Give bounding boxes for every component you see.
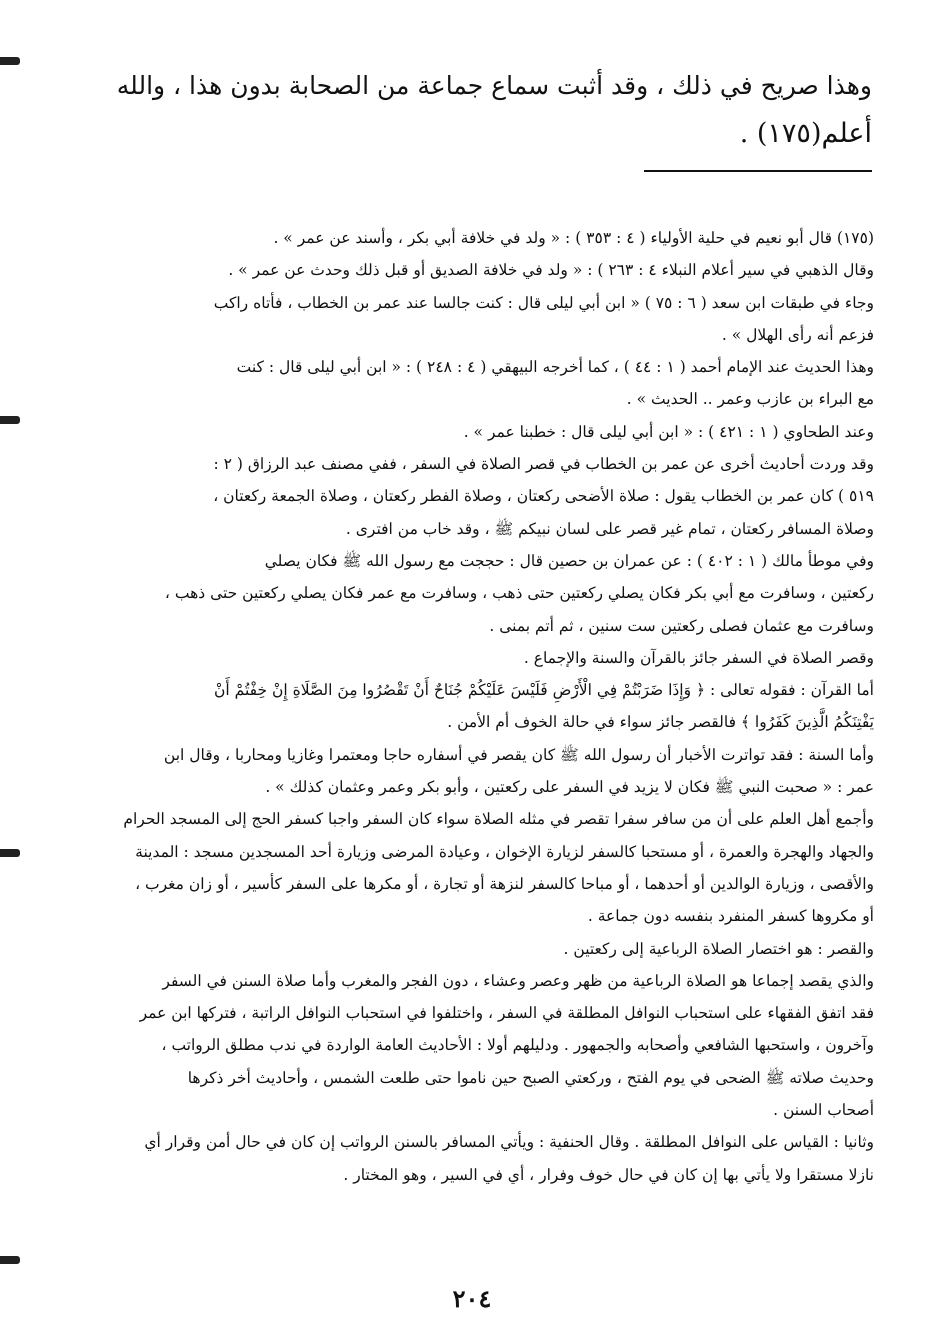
footnote-line: فقد اتفق الفقهاء على استحباب النوافل المطلقة في السفر ، واختلفوا في استحباب النوافل الراتبة ، فتركها ابن عمر (139, 1004, 874, 1023)
binding-mark (0, 1256, 20, 1264)
footnote-line: وقال الذهبي في سير أعلام النبلاء ٤ : ٢٦٣ ) : « ولد في خلافة الصديق أو قبل ذلك وحدث عن عمر » . (228, 261, 874, 280)
page-number: ٢٠٤ (452, 1284, 492, 1313)
footnote-line: ركعتين ، وسافرت مع أبي بكر فكان يصلي ركعتين حتى ذهب ، وسافرت مع عمر فكان يصلي ركعتين حتى ذهب ، (164, 584, 874, 603)
footnote-line: وصلاة المسافر ركعتان ، تمام غير قصر على لسان نبيكم ﷺ ، وقد خاب من افترى . (345, 519, 874, 538)
footnote-line: والذي يقصد إجماعا هو الصلاة الرباعية من ظهر وعصر وعشاء ، دون الفجر والمغرب وأما صلاة السنن في السفر (162, 971, 874, 990)
footnote-line: وحديث صلاته ﷺ الضحى في يوم الفتح ، وركعتي الصبح حين ناموا حتى طلعت الشمس ، وأحاديث أخر ذكرها (187, 1068, 874, 1087)
footnote-line: مع البراء بن عازب وعمر .. الحديث » . (626, 390, 874, 409)
footnote-line: وآخرون ، واستحبها الشافعي وأصحابه والجمهور . ودليلهم أولا : الأحاديث العامة الواردة في ندب مطلق الرواتب ، (161, 1036, 874, 1055)
footnote-line: والجهاد والهجرة والعمرة ، أو مستحبا كالسفر لزيارة الإخوان ، وعيادة المرضى وزيارة أحد المسجدين مسجد : المدينة (135, 842, 874, 861)
footnote-line: أو مكروها كسفر المنفرد بنفسه دون جماعة . (587, 907, 874, 926)
footnotes (112, 222, 874, 1191)
binding-mark (0, 416, 20, 424)
footnote-line: عمر : « صحبت النبي ﷺ فكان لا يزيد في السفر على ركعتين ، وأبو بكر وعمر وعثمان كذلك » . (265, 778, 874, 797)
footnote-line: ٥١٩ ) كان عمر بن الخطاب يقول : صلاة الأضحى ركعتان ، وصلاة الفطر ركعتان ، وصلاة الجمعة ركعتان ، (213, 487, 874, 506)
binding-mark (0, 849, 20, 857)
footnote-line: أصحاب السنن . (773, 1101, 874, 1120)
footnote-line: وأجمع أهل العلم على أن من سافر سفرا تقصر في مثله الصلاة سواء كان السفر واجبا كسفر الحج إلى المسجد الحرام (123, 810, 874, 829)
footnote-line: وأما السنة : فقد تواترت الأخبار أن رسول الله ﷺ كان يقصر في أسفاره حاجا ومعتمرا وغازيا ومحاربا ، وقال ابن (163, 745, 874, 764)
footnote-line: وفي موطأ مالك ( ١ : ٤٠٢ ) : عن عمران بن حصين قال : حججت مع رسول الله ﷺ فكان يصلي (264, 551, 874, 570)
footnote-line: وثانيا : القياس على النوافل المطلقة . وقال الحنفية : ويأتي المسافر بالسنن الرواتب إن كان في حال أمن وقرار أي (144, 1133, 874, 1152)
footnote-line: فزعم أنه رأى الهلال » . (721, 325, 874, 344)
footnote-separator (644, 170, 872, 172)
main-text (110, 62, 872, 158)
footnote-line: يَفْتِنَكُمُ الَّذِينَ كَفَرُوا ﴾ فالقصر جائز سواء في حالة الخوف أم الأمن . (447, 713, 874, 732)
main-text-line: وهذا صريح في ذلك ، وقد أثبت سماع جماعة من الصحابة بدون هذا ، والله (116, 71, 872, 100)
footnote-line: وقصر الصلاة في السفر جائز بالقرآن والسنة والإجماع . (523, 648, 874, 667)
footnote-line: وقد وردت أحاديث أخرى عن عمر بن الخطاب في قصر الصلاة في السفر ، ففي مصنف عبد الرزاق ( ٢ : (213, 455, 874, 474)
footnote-line: والقصر : هو اختصار الصلاة الرباعية إلى ركعتين . (563, 939, 874, 958)
main-text-line: أعلم(١٧٥) . (739, 118, 872, 149)
footnote-line: وهذا الحديث عند الإمام أحمد ( ١ : ٤٤ ) ، كما أخرجه البيهقي ( ٤ : ٢٤٨ ) : « ابن أبي ليلى قال : كنت (236, 358, 874, 377)
binding-mark (0, 57, 20, 65)
footnote-line: أما القرآن : فقوله تعالى : ﴿ وَإِذَا ضَرَبْتُمْ فِي الْأَرْضِ فَلَيْسَ عَلَيْكُمْ جُنَاحٌ أَنْ تَقْصُرُوا مِنَ الصَّلَاةِ إِنْ خِفْتُمْ أَنْ (214, 681, 874, 700)
footnote-line: والأقصى ، وزيارة الوالدين أو أحدهما ، أو مباحا كالسفر لنزهة أو تجارة ، أو مكرها على السفر كأسير ، أو زان مغرب ، (135, 874, 874, 893)
footnote-line: وعند الطحاوي ( ١ : ٤٢١ ) : « ابن أبي ليلى قال : خطبنا عمر » . (463, 422, 874, 441)
footnote-line: نازلا مستقرا ولا يأتي بها إن كان في حال خوف وفرار ، أي في السير ، وهو المختار . (343, 1165, 874, 1184)
footnote-line: وجاء في طبقات ابن سعد ( ٦ : ٧٥ ) « ابن أبي ليلى قال : كنت جالسا عند عمر بن الخطاب ، فأتاه راكب (213, 293, 874, 312)
footnote-line: وسافرت مع عثمان فصلى ركعتين ست سنين ، ثم أتم بمنى . (489, 616, 874, 635)
footnote-line: (١٧٥) قال أبو نعيم في حلية الأولياء ( ٤ : ٣٥٣ ) : « ولد في خلافة أبي بكر ، وأسند عن عمر » . (273, 229, 874, 247)
